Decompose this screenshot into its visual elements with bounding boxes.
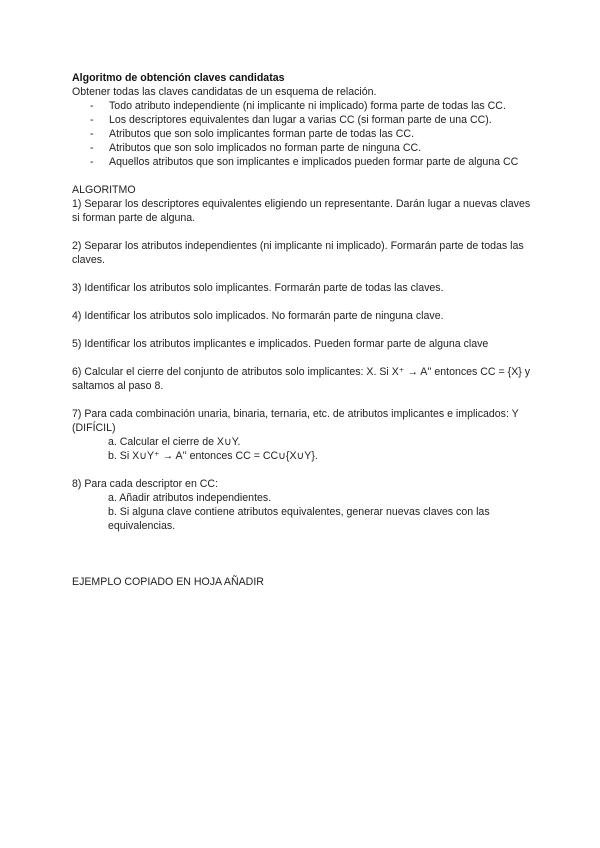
list-item: - Todo atributo independiente (ni implicante ni implicado) forma parte de todas las CC.	[72, 99, 532, 113]
algorithm-heading: ALGORITMO	[72, 184, 136, 196]
step-7b: b. Si X∪Y⁺ → A'' entonces CC = CC∪{X∪Y}.	[108, 450, 318, 462]
step-2: 2) Separar los atributos independientes (ni implicante ni implicado). Formarán parte de todas las claves.	[72, 240, 524, 266]
rules-list	[72, 99, 532, 169]
step-8a: a. Añadir atributos independientes.	[108, 492, 272, 504]
footer-note: EJEMPLO COPIADO EN HOJA AÑADIR	[72, 576, 264, 588]
step-4: 4) Identificar los atributos solo implicados. No formarán parte de ninguna clave.	[72, 310, 444, 322]
step-1: 1) Separar los descriptores equivalentes eligiendo un representante. Darán lugar a nuevas claves si forman parte de alguna.	[72, 198, 531, 224]
list-item: - Aquellos atributos que son implicantes e implicados pueden formar parte de alguna CC	[72, 155, 532, 169]
step-3: 3) Identificar los atributos solo implicantes. Formarán parte de todas las claves.	[72, 282, 444, 294]
step-8b: b. Si alguna clave contiene atributos equivalentes, generar nuevas claves con las equivalencias.	[108, 506, 490, 532]
step-5: 5) Identificar los atributos implicantes e implicados. Pueden formar parte de alguna clave	[72, 338, 489, 350]
list-item: - Los descriptores equivalentes dan lugar a varias CC (si forman parte de una CC).	[72, 113, 532, 127]
step-6: 6) Calcular el cierre del conjunto de atributos solo implicantes: X. Si X⁺ → A'' entonces CC = {X} y saltamos al paso 8.	[72, 366, 531, 392]
intro-text: Obtener todas las claves candidatas de un esquema de relación.	[72, 86, 377, 98]
step-7: 7) Para cada combinación unaria, binaria, ternaria, etc. de atributos implicantes e implicados: Y (DIFÍCIL)	[72, 408, 519, 434]
list-item: - Atributos que son solo implicantes forman parte de todas las CC.	[72, 127, 532, 141]
list-item: - Atributos que son solo implicados no forman parte de ninguna CC.	[72, 141, 532, 155]
step-8: 8) Para cada descriptor en CC:	[72, 478, 219, 490]
step-7a: a. Calcular el cierre de X∪Y.	[108, 436, 241, 448]
document-page	[72, 71, 532, 589]
document-title: Algoritmo de obtención claves candidatas	[72, 72, 285, 84]
